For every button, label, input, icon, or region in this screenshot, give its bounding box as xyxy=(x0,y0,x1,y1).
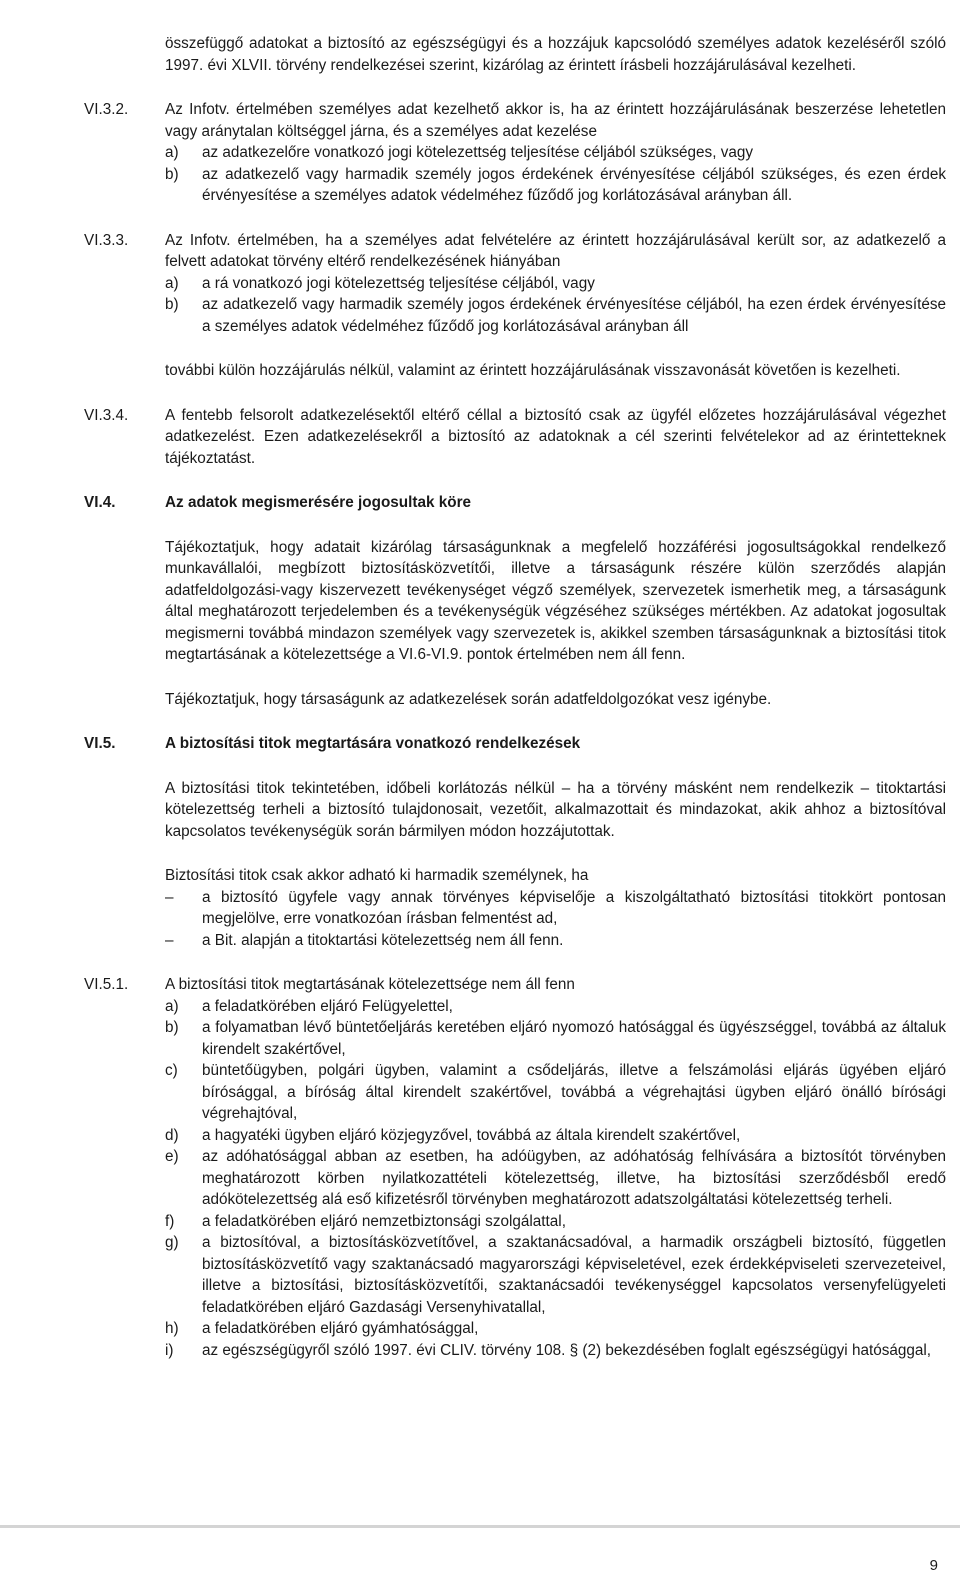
paragraph: összefüggő adatokat a biztosító az egészségügyi és a hozzájuk kapcsolódó személyes adatok kezeléséről szóló 1997. évi XLVII. törvény rendelkezései szerint, kizárólag az érintett írásbeli hozzájárulásával kezelheti. xyxy=(165,35,946,74)
list-marker: b) xyxy=(165,1019,179,1036)
list-item-text: a feladatkörében eljáró Felügyelettel, xyxy=(202,997,453,1015)
list-marker: c) xyxy=(165,1062,178,1079)
list-item xyxy=(165,887,946,930)
list-marker: b) xyxy=(165,165,179,183)
paragraph: Az Infotv. értelmében személyes adat kezelhető akkor is, ha az érintett hozzájárulásának beszerzése lehetetlen vagy aránytalan költséggel járna, és a személyes adat kezelése xyxy=(165,101,946,140)
list-item xyxy=(165,1340,946,1362)
section-heading: Az adatok megismerésére jogosultak köre xyxy=(165,494,472,511)
section-vi-3-4 xyxy=(0,405,960,470)
list-item xyxy=(165,1017,946,1060)
section-vi-3-3 xyxy=(0,230,960,382)
page-content xyxy=(0,33,960,1361)
list-marker: h) xyxy=(165,1320,179,1337)
list-item-text: büntetőügyben, polgári ügyben, valamint a csődeljárás, illetve a felszámolási eljárás ügyében eljáró bírósággal, a bíróság által kirendelt szakértővel, továbbá a végrehajtási ügyben eljáró önálló bírósági végrehajtóval, xyxy=(202,1062,946,1122)
paragraph: A biztosítási titok megtartásának kötelezettsége nem áll fenn xyxy=(165,976,575,993)
section-number: VI.3.3. xyxy=(84,231,129,249)
list-marker: a) xyxy=(165,274,179,292)
list-marker: – xyxy=(165,931,174,949)
paragraph: Tájékoztatjuk, hogy adatait kizárólag társaságunknak a megfelelő hozzáférési jogosultságokkal rendelkező munkavállalói, megbízott biztosításközvetítői, illetve a társaságunk részére külön szerződés alapján adatfeldolgozási-vagy kiszervezett tevékenységet végző személyek, szervezetek ismerhetik meg, a társaságunk által meghatározott terjedelemben és a tevékenységük végzéséhez szükséges mértékben. Az adatokat jogosultak megismerni továbbá mindazon személyek vagy szervezetek is, akikkel szemben társaságunknak a biztosítási titok megtartásának a kötelezettsége a VI.6-VI.9. pontok értelmében nem áll fenn. xyxy=(165,538,946,663)
list-item xyxy=(165,273,946,295)
list-item-text: az adatkezelőre vonatkozó jogi kötelezettség teljesítése céljából szükséges, vagy xyxy=(202,144,754,161)
list-marker: i) xyxy=(165,1341,174,1359)
list-item-text: a biztosító ügyfele vagy annak törvényes képviselője a kiszolgáltatható biztosítási titokkört pontosan megjelölve, erre vonatkozóan írásban felmentést ad, xyxy=(202,888,946,927)
list-marker: a) xyxy=(165,997,179,1015)
list-item-text: a feladatkörében eljáró nemzetbiztonsági szolgálattal, xyxy=(202,1212,566,1230)
list-item xyxy=(165,1060,946,1125)
paragraph: A biztosítási titok tekintetében, időbeli korlátozás nélkül – ha a törvény másként nem rendelkezik – titoktartási kötelezettség terheli a biztosító tulajdonosait, vezetőit, alkalmazottait és mindazokat, akik ahhoz a biztosítóval kapcsolatos tevékenységük során bármilyen módon hozzájutottak. xyxy=(165,779,946,840)
list-item xyxy=(165,1125,946,1147)
list-item-text: a feladatkörében eljáró gyámhatósággal, xyxy=(202,1320,479,1337)
list-item-text: a folyamatban lévő büntetőeljárás keretében eljáró nyomozó hatósággal és ügyészséggel, továbbá az általuk kirendelt szakértővel, xyxy=(202,1019,946,1058)
list-marker: – xyxy=(165,888,174,906)
list-item xyxy=(165,930,946,952)
list-marker: d) xyxy=(165,1126,179,1144)
list-item xyxy=(165,1211,946,1233)
list-item xyxy=(165,164,946,207)
section-number: VI.5. xyxy=(84,735,116,752)
list-item-text: az adatkezelő vagy harmadik személy jogos érdekének érvényesítése céljából szükséges, és ezen érdek érvényesítése a személyes adatok védelméhez fűződő jog korlátozásával arányban áll. xyxy=(202,165,946,204)
paragraph: Az Infotv. értelmében, ha a személyes adat felvételére az érintett hozzájárulásával került sor, az adatkezelő a felvett adatokat törvény eltérő rendelkezésének hiányában xyxy=(165,231,946,270)
section-vi-5 xyxy=(0,733,960,951)
list-marker: g) xyxy=(165,1234,179,1251)
list-item xyxy=(165,142,946,164)
section-vi-3-2 xyxy=(0,99,960,207)
list-item-text: a rá vonatkozó jogi kötelezettség teljesítése céljából, vagy xyxy=(202,274,595,292)
list-item xyxy=(165,996,946,1018)
list-item xyxy=(165,1146,946,1211)
paragraph: A fentebb felsorolt adatkezelésektől eltérő céllal a biztosító csak az ügyfél előzetes hozzájárulásával végezhet adatkezelést. Ezen adatkezelésekről a biztosító az adatoknak a cél szerinti felvételekor ad az érintetteknek tájékoztatást. xyxy=(165,406,946,467)
list-marker: e) xyxy=(165,1148,179,1165)
list-marker: f) xyxy=(165,1212,175,1230)
list-marker: a) xyxy=(165,144,179,161)
section-number: VI.3.4. xyxy=(84,406,129,424)
list-item xyxy=(165,294,946,337)
section-number: VI.4. xyxy=(84,494,116,511)
section-heading: A biztosítási titok megtartására vonatkozó rendelkezések xyxy=(165,735,581,752)
list-item-text: a biztosítóval, a biztosításközvetítővel, a szaktanácsadóval, a harmadik országbeli biztosító, független biztosításközvetítő vagy szaktanácsadó magyarországi képviseletével, ezek érdekképviseleti szervezeteivel, illetve a biztosítási, biztosításközvetítői, szaktanácsadói tevékenységgel kapcsolatos versenyfelügyeleti feladatkörében eljáró Gazdasági Versenyhivatallal, xyxy=(202,1234,946,1316)
list-item-text: az adatkezelő vagy harmadik személy jogos érdekének érvényesítése céljából, ha ezen érdek érvényesítése a személyes adatok védelméhez fűződő jog korlátozásával arányban áll xyxy=(202,296,946,335)
section-number: VI.3.2. xyxy=(84,101,129,118)
paragraph: Tájékoztatjuk, hogy társaságunk az adatkezelések során adatfeldolgozókat vesz igénybe. xyxy=(165,690,772,708)
list-item xyxy=(165,1232,946,1318)
paragraph: további külön hozzájárulás nélkül, valamint az érintett hozzájárulásának visszavonását követően is kezelheti. xyxy=(165,362,901,379)
list-marker: b) xyxy=(165,296,179,313)
section-vi-4 xyxy=(0,492,960,710)
section-number: VI.5.1. xyxy=(84,976,129,993)
section-vi-5-1 xyxy=(0,974,960,1361)
list-item-text: a hagyatéki ügyben eljáró közjegyzővel, továbbá az általa kirendelt szakértővel, xyxy=(202,1126,741,1144)
list-item-text: az egészségügyről szóló 1997. évi CLIV. törvény 108. § (2) bekezdésében foglalt egészségügyi hatósággal, xyxy=(202,1341,932,1359)
list-item xyxy=(165,1318,946,1340)
intro-continuation xyxy=(0,33,960,76)
list-item-text: az adóhatósággal abban az esetben, ha adóügyben, az adóhatóság felhívására a biztosítót törvényben meghatározott körben nyilatkozattételi kötelezettség, illetve, ha biztosítási szerződésből eredő adókötelezettség alá eső kifizetésről törvényben meghatározott adatszolgáltatási kötelezettség terheli. xyxy=(202,1148,946,1208)
footer-divider xyxy=(0,1525,960,1528)
list-item-text: a Bit. alapján a titoktartási kötelezettség nem áll fenn. xyxy=(202,931,564,949)
paragraph: Biztosítási titok csak akkor adható ki harmadik személynek, ha xyxy=(165,867,589,884)
page-number: 9 xyxy=(929,1557,938,1574)
